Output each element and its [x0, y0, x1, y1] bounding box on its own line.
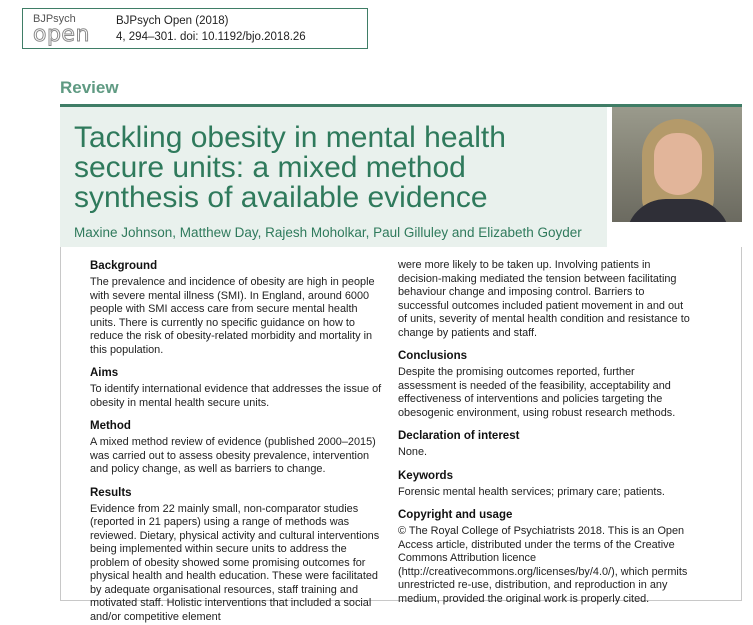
logo-line1: BJPsych [33, 13, 76, 25]
copyright-text: © The Royal College of Psychiatrists 2018. This is an Open Access article, distributed under the terms of the Creative Commons Attribution licence (http://creativecommons.org/licenses/by/4.0/), which permits unrestricted re-use, distribution, and reproduction in any medium, provided the original work is properly cited. [398, 525, 688, 605]
section-label: Review [60, 78, 119, 97]
aims-text: To identify international evidence that addresses the issue of obesity in mental health secure units. [90, 383, 382, 409]
keywords-heading: Keywords [398, 469, 453, 482]
article-authors: Maxine Johnson, Matthew Day, Rajesh Moholkar, Paul Gilluley and Elizabeth Goyder [74, 225, 582, 240]
conclusions-text: Despite the promising outcomes reported, further assessment is needed of the feasibility, acceptability and effectiveness of interventions and policies targeting the obesogenic environment, using robust research methods. [398, 366, 676, 419]
abstract-box [60, 247, 742, 623]
abstract-right-column [398, 259, 691, 615]
results-text: Evidence from 22 mainly small, non-comparator studies (reported in 21 papers) using a range of methods was reviewed. Dietary, physical activity and cultural interventions being implemented within secure units to address the problem of obesity showed some promising outcomes for physical health and health education. These were facilitated by adequate organisational resources, staff training and motivated staff. Holistic interventions that included a social and/or competitive element [90, 502, 380, 623]
conclusions-heading: Conclusions [398, 350, 468, 362]
method-heading: Method [90, 420, 131, 432]
declaration-text: None. [398, 446, 428, 458]
journal-logo [33, 13, 95, 45]
author-photo-face [654, 133, 702, 195]
journal-header [22, 8, 368, 49]
author-photo [612, 107, 742, 222]
title-panel [60, 104, 742, 247]
results-continued-text: were more likely to be taken up. Involving patients in decision-making mediated the tension between facilitating behaviour change and imposing control. Barriers to successful outcomes included patient movement in and out of units, severity of mental health condition and resistance to change by patients and staff. [398, 259, 690, 339]
results-heading: Results [90, 486, 132, 499]
logo-line2: open [33, 22, 90, 47]
copyright-heading: Copyright and usage [398, 509, 513, 521]
journal-citation-name: BJPsych Open (2018) [116, 15, 229, 27]
declaration-heading: Declaration of interest [398, 430, 520, 442]
background-text: The prevalence and incidence of obesity are high in people with severe mental illness (SMI). In England, around 6000 people with SMI access care from secure mental health units. There is currently no specific guidance on how to reduce the risk of obesity-related morbidity and mortality in this population. [90, 276, 375, 356]
method-text: A mixed method review of evidence (published 2000–2015) was carried out to assess obesity prevalence, intervention and policy change, as well as barriers to change. [90, 436, 376, 475]
background-heading: Background [90, 260, 158, 272]
keywords-text: Forensic mental health services; primary care; patients. [398, 485, 665, 498]
aims-heading: Aims [90, 367, 119, 379]
abstract-left-column [90, 259, 382, 625]
article-title: Tackling obesity in mental health secure units: a mixed method synthesis of available evidence [74, 121, 506, 214]
journal-citation-doi: 4, 294–301. doi: 10.1192/bjo.2018.26 [116, 31, 306, 43]
